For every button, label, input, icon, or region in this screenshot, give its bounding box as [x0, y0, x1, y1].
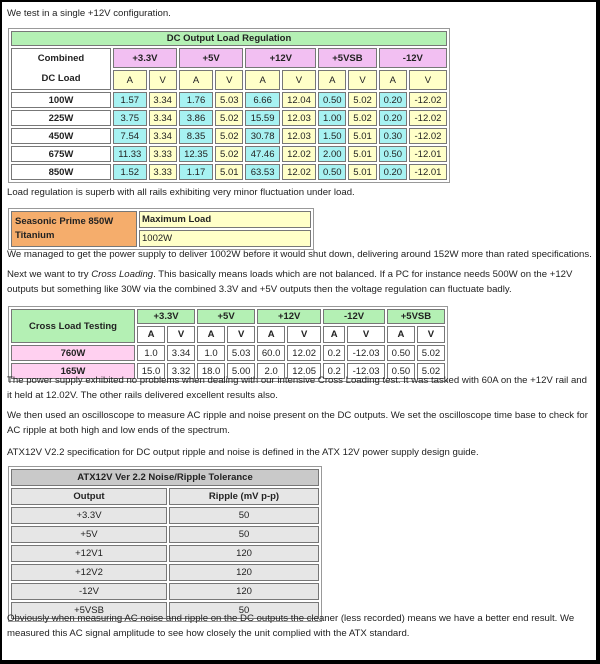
unit-a: A [379, 70, 407, 90]
ripple-header: Ripple (mV p-p) [169, 488, 319, 505]
cell-value: -12.01 [409, 164, 447, 180]
rail-header: +5VSB [318, 48, 377, 68]
unit-a: A [318, 70, 346, 90]
cell-value: 0.20 [379, 110, 407, 126]
cell-value: 6.66 [245, 92, 279, 108]
cell-value: 0.2 [323, 345, 345, 361]
dc-load-regulation-table [8, 28, 450, 183]
unit-a: A [257, 326, 285, 343]
table-row [11, 110, 447, 126]
rail-header: +5VSB [387, 309, 445, 324]
dc-load-label: DC Load [41, 73, 81, 84]
table-row [11, 146, 447, 162]
table1-body [11, 92, 447, 180]
cell-value: 1.50 [318, 128, 346, 144]
table-row [11, 92, 447, 108]
unit-a: A [179, 70, 213, 90]
cell-value: 5.00 [227, 363, 255, 379]
cell-value: 0.50 [379, 146, 407, 162]
table4-body [11, 507, 319, 619]
unit-a: A [113, 70, 147, 90]
unit-a: A [137, 326, 165, 343]
cell-value: 5.02 [417, 363, 445, 379]
cross-result-text: The power supply exhibited no problems when dealing with our intensive Cross Loading test. It was tasked with 60A on the +12V rail and it held at 12.02V. The other rails delivered excellent results also. [7, 375, 587, 401]
unit-v: V [282, 70, 316, 90]
watermark: [773x835] https://upic.me/ [437, 649, 594, 660]
cell-value: 30.78 [245, 128, 279, 144]
cell-value: 12.05 [287, 363, 321, 379]
row-label: 100W [11, 92, 111, 108]
row-label: 675W [11, 146, 111, 162]
cell-value: 1.52 [113, 164, 147, 180]
cell-value: 1.0 [137, 345, 165, 361]
cell-value: 60.0 [257, 345, 285, 361]
ripple-cell: 120 [169, 583, 319, 600]
unit-v: V [409, 70, 447, 90]
cell-value: 3.34 [167, 345, 195, 361]
unit-a: A [245, 70, 279, 90]
table-row [11, 526, 319, 543]
cell-value: 5.01 [348, 146, 376, 162]
max-load-text: We managed to get the power supply to deliver 1002W before it would shut down, delivering around 152W more than rated specifications. [7, 249, 592, 260]
cell-value: 0.50 [318, 92, 346, 108]
cell-value: 2.0 [257, 363, 285, 379]
article-page [2, 2, 596, 660]
cell-value: -12.02 [409, 128, 447, 144]
cell-value: 3.34 [149, 128, 177, 144]
intro-text: We test in a single +12V configuration. [7, 8, 171, 19]
cell-value: -12.01 [409, 146, 447, 162]
row-label: 850W [11, 164, 111, 180]
cell-value: 47.46 [245, 146, 279, 162]
unit-v: V [287, 326, 321, 343]
cell-value: 8.35 [179, 128, 213, 144]
table1-title: DC Output Load Regulation [11, 31, 447, 46]
cell-value: 0.50 [318, 164, 346, 180]
ripple-cell: 50 [169, 526, 319, 543]
cell-value: 0.2 [323, 363, 345, 379]
cell-value: 63.53 [245, 164, 279, 180]
table4-title: ATX12V Ver 2.2 Noise/Ripple Tolerance [11, 469, 319, 486]
output-header: Output [11, 488, 167, 505]
table-row [11, 583, 319, 600]
cell-value: 12.02 [287, 345, 321, 361]
table-row [11, 507, 319, 524]
cell-value: 2.00 [318, 146, 346, 162]
cell-value: 12.03 [282, 110, 316, 126]
cell-value: 12.02 [282, 164, 316, 180]
output-cell: +5V [11, 526, 167, 543]
cell-value: 12.35 [179, 146, 213, 162]
output-cell: +12V2 [11, 564, 167, 581]
cell-value: 0.50 [387, 345, 415, 361]
unit-a: A [387, 326, 415, 343]
cell-value: 12.04 [282, 92, 316, 108]
output-cell: -12V [11, 583, 167, 600]
output-cell: +3.3V [11, 507, 167, 524]
ripple-cell: 120 [169, 545, 319, 562]
max-load-table [8, 208, 314, 250]
row-label: 225W [11, 110, 111, 126]
table-row [11, 164, 447, 180]
cell-value: 3.34 [149, 92, 177, 108]
unit-v: V [227, 326, 255, 343]
table-row [11, 545, 319, 562]
cell-value: 1.76 [179, 92, 213, 108]
regulation-text: Load regulation is superb with all rails exhibiting very minor fluctuation under load. [7, 187, 355, 198]
cell-value: 0.20 [379, 92, 407, 108]
rail-header: +12V [245, 48, 316, 68]
rail-header: -12V [323, 309, 385, 324]
cell-value: 18.0 [197, 363, 225, 379]
row-label: 165W [11, 363, 135, 379]
cell-value: 7.54 [113, 128, 147, 144]
ripple-tolerance-table [8, 466, 322, 622]
final-text: Obviously when measuring AC noise and ripple on the DC outputs the cleaner (less recorded) means we have a better end result. We measured this AC signal amplitude to see how closely the unit complied with the ATX standard. [7, 613, 575, 639]
cell-value: -12.03 [347, 363, 385, 379]
unit-v: V [215, 70, 243, 90]
row-label: 450W [11, 128, 111, 144]
cell-value: 1.00 [318, 110, 346, 126]
table-row [11, 128, 447, 144]
cell-value: 3.34 [149, 110, 177, 126]
unit-v: V [167, 326, 195, 343]
ripple-cell: 120 [169, 564, 319, 581]
cell-value: 3.33 [149, 164, 177, 180]
cell-value: 5.02 [417, 345, 445, 361]
cell-value: 15.59 [245, 110, 279, 126]
cell-value: 11.33 [113, 146, 147, 162]
rail-header: +3.3V [113, 48, 177, 68]
table-row [11, 564, 319, 581]
unit-a: A [323, 326, 345, 343]
cell-value: 3.86 [179, 110, 213, 126]
unit-v: V [347, 326, 385, 343]
unit-v: V [417, 326, 445, 343]
cross-load-table [8, 306, 448, 382]
cell-value: 5.03 [215, 92, 243, 108]
rail-header: +5V [179, 48, 244, 68]
table-row [11, 345, 445, 361]
atx-text: ATX12V V2.2 specification for DC output ripple and noise is defined in the ATX 12V power supply design guide. [7, 447, 479, 458]
row-label: 760W [11, 345, 135, 361]
cell-value: 5.02 [348, 92, 376, 108]
cell-value: 3.32 [167, 363, 195, 379]
unit-v: V [348, 70, 376, 90]
output-cell: +12V1 [11, 545, 167, 562]
cell-value: 3.75 [113, 110, 147, 126]
cell-value: 0.20 [379, 164, 407, 180]
cell-value: 0.50 [387, 363, 415, 379]
cell-value: 3.33 [149, 146, 177, 162]
cell-value: 0.30 [379, 128, 407, 144]
cell-value: -12.02 [409, 92, 447, 108]
cell-value: 15.0 [137, 363, 165, 379]
cell-value: 12.03 [282, 128, 316, 144]
rail-header: +3.3V [137, 309, 195, 324]
output-cell: +5VSB [11, 602, 167, 619]
combined-label: Combined [37, 53, 85, 64]
max-load-value: 1002W [139, 230, 311, 247]
max-load-header: Maximum Load [139, 211, 311, 228]
rail-header: +5V [197, 309, 255, 324]
cell-value: -12.02 [409, 110, 447, 126]
ripple-cell: 50 [169, 507, 319, 524]
rail-header: +12V [257, 309, 321, 324]
cell-value: 5.02 [215, 110, 243, 126]
unit-v: V [149, 70, 177, 90]
cell-value: 5.03 [227, 345, 255, 361]
cell-value: 1.17 [179, 164, 213, 180]
cell-value: 5.02 [215, 128, 243, 144]
scope-text: We then used an oscilloscope to measure AC ripple and noise present on the DC outputs. We set the oscilloscope time base to check for AC ripple at both high and low ends of the spectrum. [7, 410, 588, 436]
cell-value: 5.01 [348, 128, 376, 144]
unit-a: A [197, 326, 225, 343]
cell-value: 5.02 [215, 146, 243, 162]
cell-value: 5.02 [348, 110, 376, 126]
cross-intro-text: Next we want to try Cross Loading. This basically means loads which are not balanced. If a PC for instance needs 500W on the +12V outputs but something like 30W via the combined 3.3V and +5V outputs then the voltage regulation can fluctuate badly. [7, 269, 573, 295]
ripple-cell: 50 [169, 602, 319, 619]
cell-value: 5.01 [348, 164, 376, 180]
psu-name: Seasonic Prime 850W Titanium [11, 211, 137, 247]
rail-header: -12V [379, 48, 447, 68]
cell-value: 5.01 [215, 164, 243, 180]
cell-value: 12.02 [282, 146, 316, 162]
cross-load-title: Cross Load Testing [11, 309, 135, 343]
cell-value: 1.0 [197, 345, 225, 361]
cell-value: 1.57 [113, 92, 147, 108]
cell-value: -12.03 [347, 345, 385, 361]
